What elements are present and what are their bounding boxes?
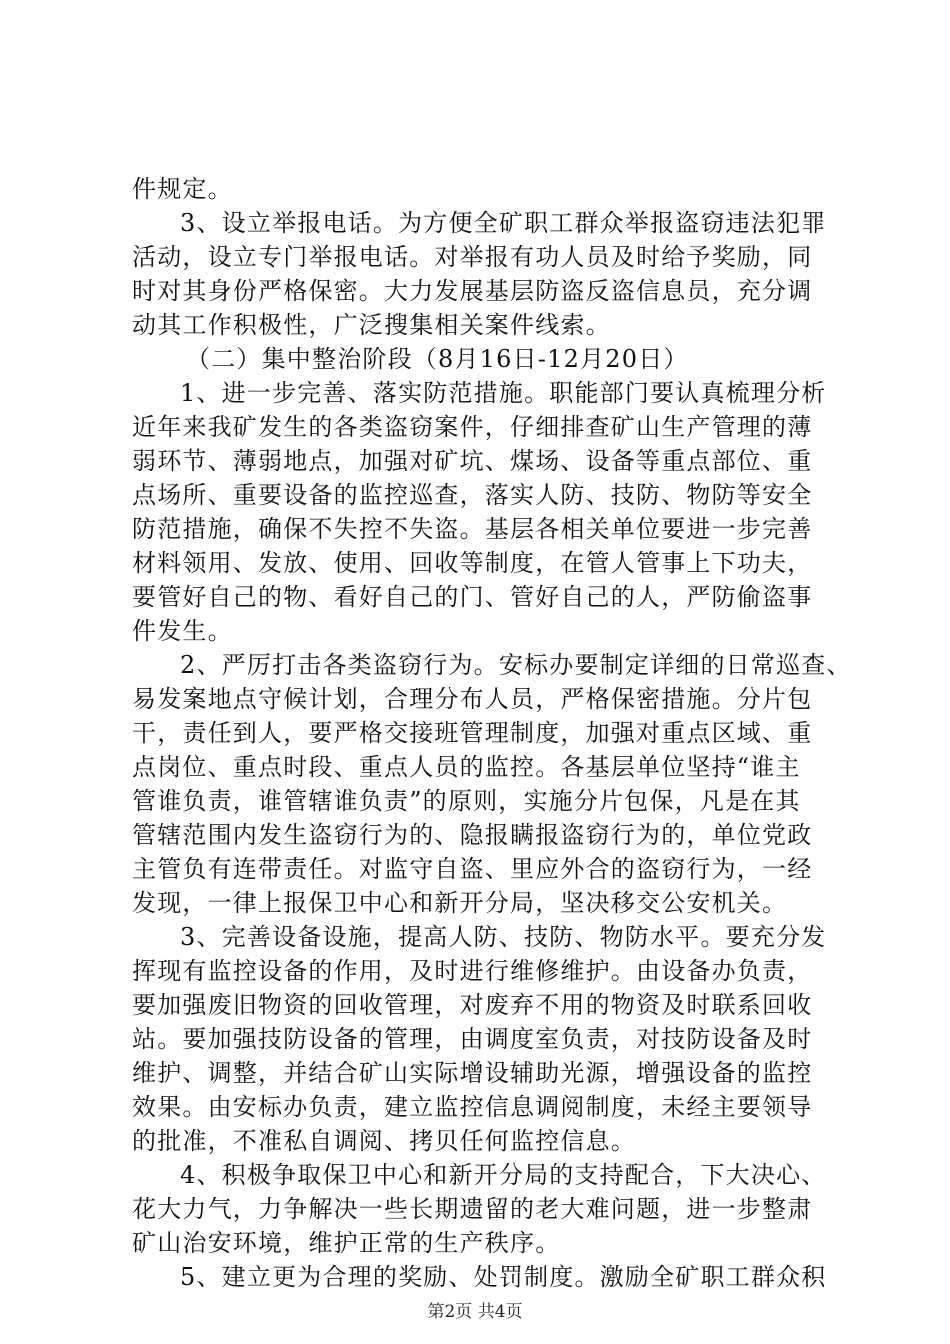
text-line: 易发案地点守候计划，合理分布人员，严格保密措施。分片包 — [132, 685, 813, 713]
text-line: 点岗位、重点时段、重点人员的监控。各基层单位坚持“谁主 — [132, 753, 801, 781]
text-line: 件规定。 — [132, 175, 233, 203]
text-line: 管谁负责，谁管辖谁负责”的原则，实施分片包保，凡是在其 — [132, 787, 801, 815]
section-heading: （二）集中整治阶段（8月16日-12月20日） — [186, 345, 689, 373]
text-line: 维护、调整，并结合矿山实际增设辅助光源，增强设备的监控 — [132, 1059, 813, 1087]
text-line: 件发生。 — [132, 617, 233, 645]
text-line: 4、积极争取保卫中心和新开分局的支持配合，下大决心、 — [180, 1161, 827, 1189]
text-line: 1、进一步完善、落实防范措施。职能部门要认真梳理分析 — [180, 379, 827, 407]
text-line: 防范措施，确保不失控不失盗。基层各相关单位要进一步完善 — [132, 515, 813, 543]
text-line: 主管负有连带责任。对监守自盗、里应外合的盗窃行为，一经 — [132, 855, 813, 883]
text-line: 2、严厉打击各类盗窃行为。安标办要制定详细的日常巡查、 — [180, 651, 852, 679]
text-line: 要加强废旧物资的回收管理，对废弃不用的物资及时联系回收 — [132, 991, 813, 1019]
text-line: 5、建立更为合理的奖励、处罚制度。激励全矿职工群众积 — [180, 1263, 827, 1291]
text-line: 弱环节、薄弱地点，加强对矿坑、煤场、设备等重点部位、重 — [132, 447, 813, 475]
text-line: 管辖范围内发生盗窃行为的、隐报瞒报盗窃行为的，单位党政 — [132, 821, 813, 849]
text-line: 站。要加强技防设备的管理，由调度室负责，对技防设备及时 — [132, 1025, 813, 1053]
text-line: 活动，设立专门举报电话。对举报有功人员及时给予奖励，同 — [132, 243, 813, 271]
text-line: 挥现有监控设备的作用，及时进行维修维护。由设备办负责， — [132, 957, 813, 985]
text-line: 矿山治安环境，维护正常的生产秩序。 — [132, 1229, 561, 1257]
text-line: 的批准，不准私自调阅、拷贝任何监控信息。 — [132, 1127, 636, 1155]
text-line: 花大力气，力争解决一些长期遗留的老大难问题，进一步整肃 — [132, 1195, 813, 1223]
text-line: 效果。由安标办负责，建立监控信息调阅制度，未经主要领导 — [132, 1093, 813, 1121]
text-line: 时对其身份严格保密。大力发展基层防盗反盗信息员，充分调 — [132, 277, 813, 305]
text-line: 发现，一律上报保卫中心和新开分局，坚决移交公安机关。 — [132, 889, 788, 917]
text-line: 3、完善设备设施，提高人防、技防、物防水平。要充分发 — [180, 923, 827, 951]
page-number-footer: 第2页 共4页 — [427, 1302, 523, 1322]
text-line: 动其工作积极性，广泛搜集相关案件线索。 — [132, 311, 611, 339]
text-line: 3、设立举报电话。为方便全矿职工群众举报盗窃违法犯罪 — [180, 209, 827, 237]
text-line: 干，责任到人，要严格交接班管理制度，加强对重点区域、重 — [132, 719, 813, 747]
text-line: 近年来我矿发生的各类盗窃案件，仔细排查矿山生产管理的薄 — [132, 413, 813, 441]
text-line: 点场所、重要设备的监控巡查，落实人防、技防、物防等安全 — [132, 481, 813, 509]
text-line: 要管好自己的物、看好自己的门、管好自己的人，严防偷盗事 — [132, 583, 813, 611]
text-line: 材料领用、发放、使用、回收等制度，在管人管事上下功夫， — [132, 549, 813, 577]
